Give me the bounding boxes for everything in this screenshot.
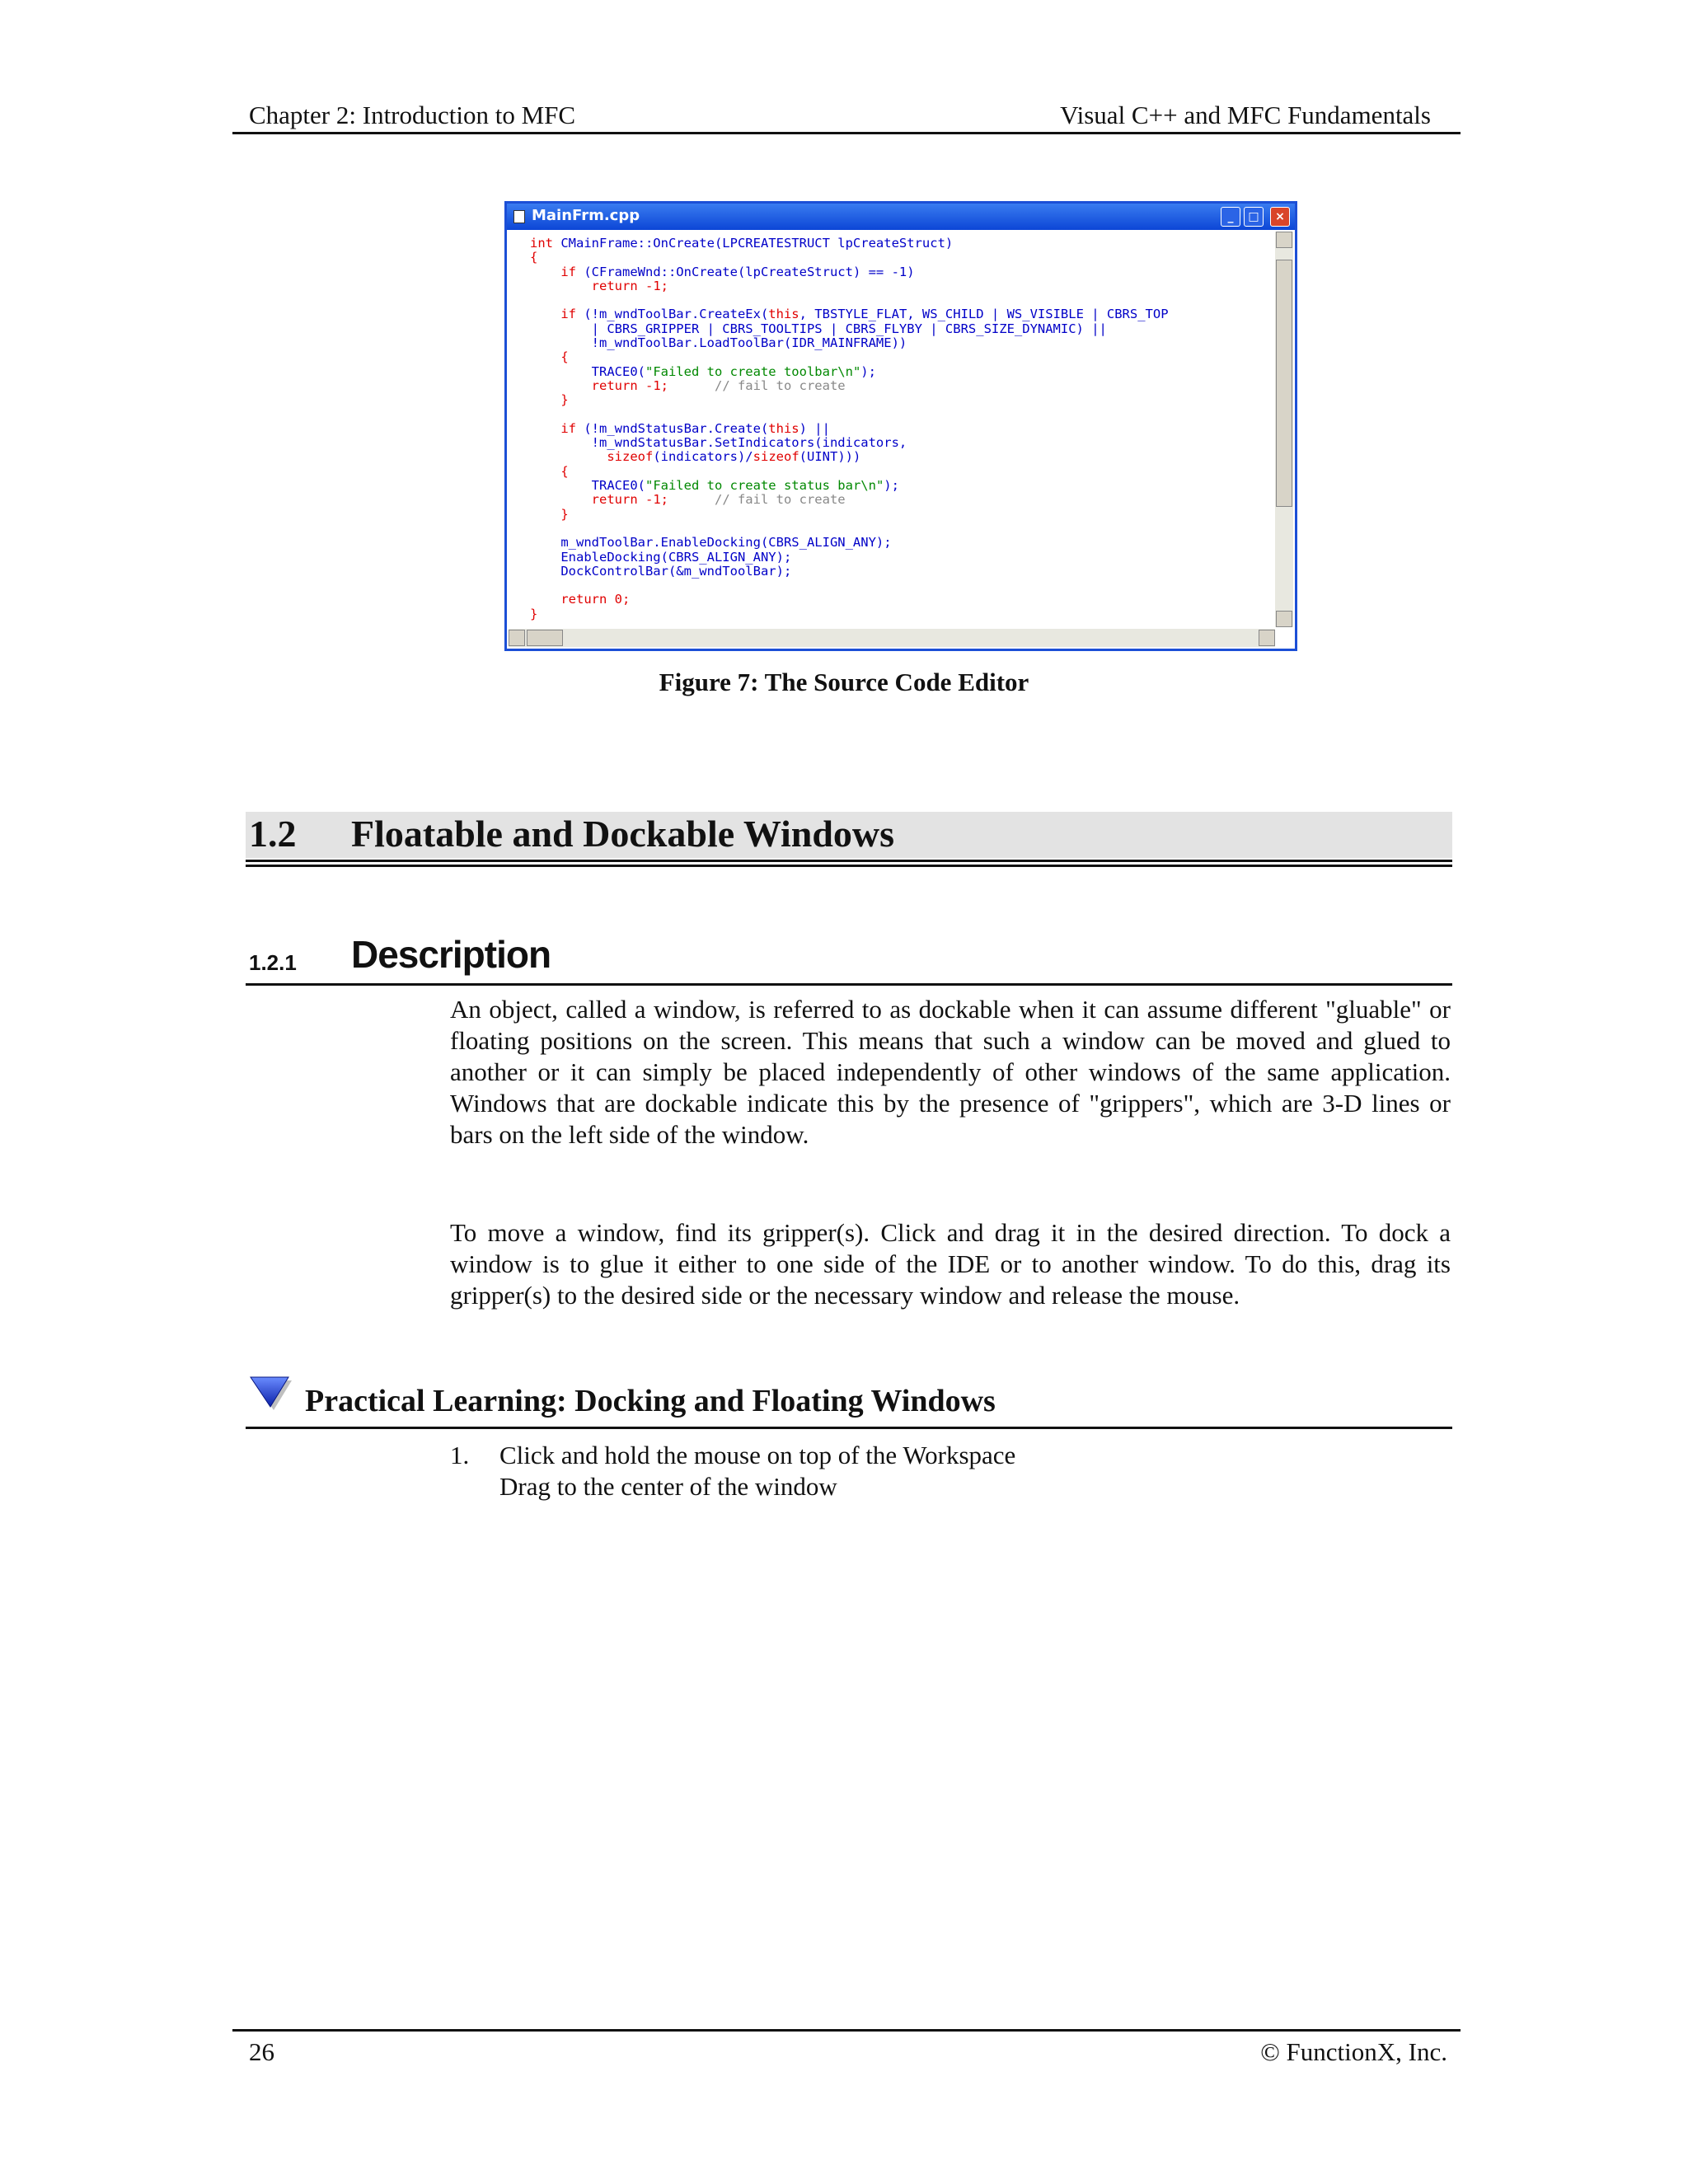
scroll-down-arrow-icon[interactable] <box>1276 611 1292 627</box>
code-token: { <box>530 463 569 479</box>
code-token: "Failed to create status bar\n" <box>645 478 884 494</box>
code-token: 0; <box>614 592 631 607</box>
code-line <box>530 237 1270 251</box>
practical-learning-title: Practical Learning: Docking and Floating Windows <box>305 1384 996 1418</box>
scroll-up-arrow-icon[interactable] <box>1276 232 1292 248</box>
code-line <box>530 336 1270 350</box>
code-token: return <box>530 278 645 293</box>
running-header-chapter: Chapter 2: Introduction to MFC <box>249 101 576 129</box>
code-line <box>530 422 1270 436</box>
document-icon <box>513 210 525 223</box>
code-line <box>530 450 1270 464</box>
code-token: ); <box>884 478 899 494</box>
code-token: (!m_wndToolBar.CreateEx( <box>584 307 769 322</box>
code-token: , TBSTYLE_FLAT, WS_CHILD | WS_VISIBLE | CBRS_TOP <box>799 307 1169 322</box>
vertical-scroll-thumb[interactable] <box>1276 260 1292 507</box>
code-token: if <box>530 307 584 322</box>
code-token: CMainFrame::OnCreate(LPCREATESTRUCT lpCreateStruct) <box>560 236 954 251</box>
code-token: { <box>530 349 569 365</box>
step-text-line-1: Click and hold the mouse on top of the Workspace <box>499 1441 1016 1469</box>
code-line <box>530 251 1270 265</box>
code-token: this <box>768 420 799 436</box>
subsection-divider <box>246 983 1452 986</box>
code-line <box>530 536 1270 550</box>
code-token: m_wndToolBar.EnableDocking(CBRS_ALIGN_ANY); <box>530 535 892 551</box>
code-token: DockControlBar(&m_wndToolBar); <box>530 563 792 579</box>
code-token: ) || <box>799 420 830 436</box>
code-token <box>530 449 607 464</box>
code-line <box>530 551 1270 565</box>
code-line <box>530 279 1270 293</box>
page-number: 26 <box>249 2037 274 2066</box>
practical-learning-divider <box>246 1427 1452 1429</box>
code-line <box>530 393 1270 407</box>
code-token: !m_wndToolBar.LoadToolBar(IDR_MAINFRAME)) <box>530 335 907 351</box>
header-divider <box>232 132 1461 134</box>
section-title: Floatable and Dockable Windows <box>351 813 895 855</box>
running-header-book-title: Visual C++ and MFC Fundamentals <box>1060 101 1431 129</box>
section-divider-top <box>246 860 1452 862</box>
code-token: } <box>530 606 538 621</box>
code-token: -1; <box>645 377 715 393</box>
code-line <box>530 508 1270 522</box>
step-text-line-2: Drag to the center of the window <box>499 1472 837 1501</box>
editor-window-title: MainFrm.cpp <box>532 207 640 224</box>
code-token: int <box>530 236 561 251</box>
section-divider-bottom <box>246 865 1452 867</box>
code-line <box>530 408 1270 422</box>
code-token: } <box>530 392 569 408</box>
code-line <box>530 322 1270 336</box>
code-token: -1; <box>645 492 715 508</box>
code-line <box>530 350 1270 364</box>
code-token: TRACE0( <box>530 478 645 494</box>
subsection-title: Description <box>351 933 551 976</box>
code-line <box>530 522 1270 536</box>
code-token: (indicators)/ <box>653 449 753 465</box>
code-token: this <box>768 307 799 322</box>
figure-caption: Figure 7: The Source Code Editor <box>659 668 1029 696</box>
code-token: sizeof <box>607 449 654 465</box>
step-number: 1. <box>450 1441 470 1469</box>
code-line <box>530 293 1270 307</box>
code-token: if <box>530 420 584 436</box>
code-token: sizeof <box>753 449 799 465</box>
code-token: | CBRS_GRIPPER | CBRS_TOOLTIPS | CBRS_FLYBY | CBRS_SIZE_DYNAMIC) || <box>530 321 1107 336</box>
section-number: 1.2 <box>249 813 297 855</box>
code-line <box>530 593 1270 607</box>
code-token: } <box>530 506 569 522</box>
code-token: TRACE0( <box>530 363 645 379</box>
code-line <box>530 493 1270 507</box>
code-line <box>530 379 1270 393</box>
scroll-left-arrow-icon[interactable] <box>509 630 525 646</box>
code-token: (!m_wndStatusBar.Create( <box>584 420 769 436</box>
code-line <box>530 465 1270 479</box>
code-token: return <box>530 592 615 607</box>
code-token: // fail to create <box>714 492 846 508</box>
code-token: -1; <box>645 278 668 293</box>
code-token: { <box>530 250 538 265</box>
code-token: if <box>530 264 584 279</box>
code-line <box>530 436 1270 450</box>
code-line <box>530 565 1270 579</box>
editor-title-bar[interactable] <box>507 204 1295 230</box>
source-code-editor-figure <box>504 201 1297 651</box>
code-token: (UINT))) <box>799 449 861 465</box>
code-line <box>530 365 1270 379</box>
blue-triangle-icon <box>249 1374 295 1413</box>
scroll-right-arrow-icon[interactable] <box>1259 630 1275 646</box>
code-line <box>530 265 1270 279</box>
horizontal-scrollbar[interactable] <box>509 629 1275 647</box>
code-token: (CFrameWnd::OnCreate(lpCreateStruct) == -1) <box>584 264 915 279</box>
minimize-button[interactable]: _ <box>1221 207 1240 227</box>
code-token: "Failed to create toolbar\n" <box>645 363 861 379</box>
code-line <box>530 307 1270 321</box>
description-paragraph-2: To move a window, find its gripper(s). Click and drag it in the desired direction. To dock a window is to glue it either to one side of the IDE or to another window. To do this, drag its gripper(s) to the desired side or the necessary window and release the mouse. <box>450 1218 1451 1310</box>
horizontal-scroll-thumb[interactable] <box>527 630 563 646</box>
footer-divider <box>232 2029 1461 2032</box>
code-token: return <box>530 377 645 393</box>
vertical-scrollbar[interactable] <box>1275 232 1293 627</box>
maximize-button[interactable]: □ <box>1244 207 1264 227</box>
code-line <box>530 479 1270 493</box>
copyright-notice: © FunctionX, Inc. <box>1260 2037 1447 2066</box>
code-token: ); <box>860 363 876 379</box>
code-line <box>530 607 1270 621</box>
code-token: !m_wndStatusBar.SetIndicators(indicators, <box>530 435 907 451</box>
code-area[interactable] <box>530 237 1270 621</box>
code-token: EnableDocking(CBRS_ALIGN_ANY); <box>530 549 792 565</box>
close-button[interactable]: × <box>1270 207 1290 227</box>
subsection-number: 1.2.1 <box>249 950 297 975</box>
description-paragraph-1: An object, called a window, is referred to as dockable when it can assume different "gluable" or floating positions on the screen. This means that such a window can be moved and glued to another or it can simply be placed independently of other windows of the same application. Windows that are dockable indicate this by the presence of "grippers", which are 3-D lines or bars on the left side of the window. <box>450 995 1451 1149</box>
code-token: return <box>530 492 645 508</box>
code-line <box>530 579 1270 593</box>
code-token: // fail to create <box>714 377 846 393</box>
